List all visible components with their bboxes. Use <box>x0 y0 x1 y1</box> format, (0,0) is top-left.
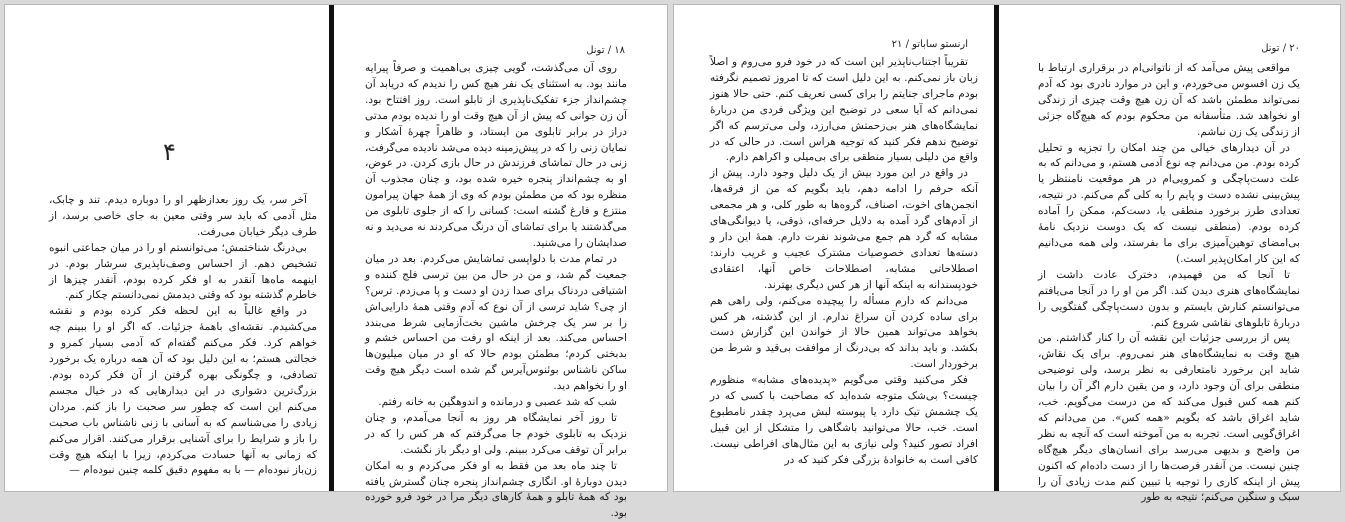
paragraph: مواقعی پیش می‌آمد که از ناتوانی‌ام در برقراری ارتباط با یک زن افسوس می‌خوردم، و این در موارد نادری بود که آدم نمی‌تواند مطمئن باشد که آن زن هیچ وقت چیزی از زندگی او نخواهد شد. متأسفانه من محکوم بودم که هیچ‌گاه جزئی از زندگی یک زن نباشم. <box>1038 62 1300 138</box>
paragraph: شب که شد عصبی و درمانده و اندوهگین به خانه رفتم. <box>378 396 617 409</box>
paragraph: بی‌درنگ شناختمش؛ می‌توانستم او را در میان جماعتی انبوه تشخیص دهم. از احساس وصف‌ناپذیری سرشار بودم. در اینهمه ماه‌ها آنقدر به او فکر کرده بودم، آنقدر چیزها از خاطرم گذشته بود که وقتی دیدمش نمی‌دانستم چکار کنم. <box>49 241 317 302</box>
chapter-number: ۴ <box>163 138 176 166</box>
right-page-text-1 <box>365 61 627 522</box>
page-header-right-2: ۲۰ / تونل <box>1261 43 1300 54</box>
paragraph: در آن دیدارهای خیالی من چند امکان را تجزیه و تحلیل کرده بودم. من می‌دانم چه نوع آدمی هستم، و می‌دانم که به علت دست‌پاچگی و کمرویی‌ام در هر موقعیت نامنتظر یا پیش‌بینی نشده دست و پایم را به کلی گم می‌کنم. در نتیجه، تعدادی طرز برخورد منطقی یا، دست‌کم، ممکن را آماده کرده بودم. (منطقی نیست که یک دوست نزدیک نامهٔ بی‌امضای توهین‌آمیزی برای ما بفرستد، ولی همه می‌دانیم که این کار امکان‌پذیر است.) <box>1038 141 1300 265</box>
page-header-right-1: ۱۸ / تونل <box>586 45 625 56</box>
book-spread-1 <box>4 4 668 520</box>
book-spine-divider <box>329 5 334 491</box>
book-spine-divider <box>994 5 999 491</box>
paragraph: تقریباً اجتناب‌ناپذیر این است که در خود فرو می‌روم و اصلاً زبان باز نمی‌کنم. به این دلیل است که تا امروز تصمیم نگرفته بودم ماجرای جنایتم را برای کسی تعریف کنم. حتی حالا هنوز نمی‌دانم که آیا سعی در توضیح این ویژگی فردی من دربارهٔ نمایشگاه‌های هنر بی‌زحمتش می‌ارزد، ولی می‌ترسم که اگر توضیح ندهم فکر کنید که توجیه هراس است. در حالی که در واقع من دلیلی بسیار منطقی برای بی‌میلی و اکراهم دارم. <box>710 56 978 164</box>
right-page-text-2 <box>1038 61 1300 506</box>
left-page-text-2 <box>710 55 978 469</box>
left-page-text-1 <box>49 193 317 479</box>
page-header-left-2: ارنستو ساباتو / ۲۱ <box>891 39 968 50</box>
paragraph: پس از بررسی جزئیات این نقشه آن را کنار گذاشتم. من هیچ وقت به نمایشگاه‌های هنر نمی‌روم. برای یک نقاش، شاید این برخورد نامتعارفی به نظر برسد، ولی توضیحی منطقی برای آن وجود دارد، و من یقین دارم اگر آن را بیان کنم همه کس قبول می‌کند که من درست می‌گویم. خب، شاید اغراق باشد که بگویم «همه کس». من می‌دانم که اغراق‌گویی است. تجربه به من آموخته است که آنچه به نظر من واضح و بدیهی می‌رسد برای انسان‌های دیگر هیچ‌گاه چنین نیست. من آنقدر فرصت‌ها را از دست داده‌ام که اکنون پیش از اینکه کاری را توجیه یا تبیین کنم مدت زیادی آن را سبک و سنگین می‌کنم؛ نتیجه به طور <box>1038 332 1300 504</box>
paragraph: می‌دانم که دارم مسأله را پیچیده می‌کنم، ولی راهی هم برای ساده کردن آن سراغ ندارم. از این گذشته، هر کس بخواهد می‌تواند همین حالا از خواندن این گزارش دست بکشد. و باید بداند که بی‌درنگ از موافقت بی‌قید و شرط من برخوردار است. <box>710 294 978 371</box>
book-spread-2 <box>673 4 1341 504</box>
paragraph: تا آنجا که من فهمیدم، دخترک عادت داشت از نمایشگاه‌های هنری دیدن کند. اگر من او را در آنجا می‌یافتم می‌توانستم کنارش بایستم و بدون دست‌پاچگی گفتگویی را دربارهٔ تابلوهای نقاشی شروع کنم. <box>1038 268 1300 329</box>
paragraph: در واقع غالباً به این لحظه فکر کرده بودم و نقشه می‌کشیدم. نقشه‌ای باهمهٔ جزئیات. که اگر او را ببینم چه خواهم کرد. فکر می‌کنم گفته‌ام که آدمی بسیار کمرو و خجالتی هستم؛ به این دلیل بود که آن همه درباره یک برخورد تصادفی، و چگونگی بهره گرفتن از آن فکر کرده بودم. بزرگ‌ترین دشواری در این دیدارهایی که در خیال مجسم می‌کنم این است که چطور سر صحبت را باز کنم. مردان زیادی را می‌شناسم که به آسانی با زنی ناشناس باب صحبت را باز و شرایط را برای آشنایی برقرار می‌کنند. اقرار می‌کنم که زمانی به آنها حسادت می‌کردم، زیرا با اینکه هیچ وقت زن‌باز نبوده‌ام — با به مفهوم دقیق کلمه چنین نبوده‌ام — <box>49 305 317 477</box>
paragraph: تا چند ماه بعد من فقط به او فکر می‌کردم و به امکان دیدن دوبارهٔ او. انگاری چشم‌انداز پنجره چنان گسترش یافته بود که همهٔ تابلو و همهٔ کارهای دیگر مرا در خود فرو خورده بود. <box>365 459 627 520</box>
paragraph: آخر سر، یک روز بعدازظهر او را دوباره دیدم. تند و چابک، مثل آدمی که باید سر وقتی معین به جای خاصی برسد، از طرف دیگر خیابان می‌رفت. <box>49 194 317 238</box>
paragraph: روی آن می‌گذشت، گویی چیزی بی‌اهمیت و صرفاً پیرایه مانند بود. به استثنای یک نفر هیچ کس را ندیدم که دریابد آن چشم‌انداز جزء تفکیک‌ناپذیری از تابلو است. روز افتتاح بود. آن زن جوانی که پیش از آن هیچ وقت او را ندیده بودم مدتی دراز در برابر تابلوی من ایستاد، و ظاهراً چهرهٔ آشکار و نمایان زنی را که در پیش‌زمینه دیده می‌شد نادیده می‌گرفت، زنی در حال تماشای فرزندش در حال بازی کردن. در عوض، او به چشم‌انداز پنجره خیره شده بود، و چنان مجذوب آن منظره بود که من مطمئن بودم که وی از همهٔ جهان پیرامون منتزع و فارغ گشته است: کسانی را که از جلوی تابلوی من می‌گذشتند یا برای تماشای آن درنگ می‌کردند نه می‌دید و نه صدایشان را می‌شنید. <box>365 62 627 249</box>
paragraph: در تمام مدت با دلواپسی تماشایش می‌کردم. بعد در میان جمعیت گم شد، و من در حال من بین ترسی فلج کننده و اشتیاقی دردناک برای صدا زدن او دست و پا می‌زدم. ترس؟ از چی؟ شاید ترسی از آن نوع که آدم وقتی همهٔ دارایی‌اش را بر سر یک چرخش ماشین بخت‌آزمایی شرط می‌بندد احساس می‌کند. بعد از اینکه او رفت من احساس خشم و بدبختی کردم؛ مطمئن بودم حالا که او در میان میلیون‌ها ساکن ناشناس بوئنوس‌آیرس گم شده است دیگر هیچ وقت او را نخواهم دید. <box>365 252 627 393</box>
paragraph: در واقع در این مورد بیش از یک دلیل وجود دارد. پیش از آنکه حرفم را ادامه دهم، باید بگویم که من از فرقه‌ها، انجمن‌های اخوت، اصناف، گروه‌ها به طور کلی، و هر مجمعی از آدم‌های گرد آمده به دلایل حرفه‌ای، ذوقی، یا دیوانگی‌های مشابه که گرد هم جمع می‌شوند نفرت دارم. همهٔ این دار و دسته‌ها تعدادی خصوصیات مشترک عجیب و غریب دارند: اصطلاحاتی مشابه، اصطلاحات خاص آنها، اعتقادی خودپسندانه به اینکه آنها از هر کس دیگری بهترند. <box>710 167 978 291</box>
paragraph: تا روز آخر نمایشگاه هر روز به آنجا می‌آمدم، و چنان نزدیک به تابلوی خودم جا می‌گرفتم که هر کس را که در برابر آن توقف می‌کرد ببینم. ولی او دیگر باز نگشت. <box>365 411 627 456</box>
paragraph: فکر می‌کنید وقتی می‌گویم «پدیده‌های مشابه» منظورم چیست؟ بی‌شک متوجه شده‌اید که مصاحبت با کسی که در یک چشمش تیک دارد یا پیوسته لبش می‌پرد چقدر نامطبوع است. خب، حالا می‌توانید باشگاهی را متشکل از این قبیل افراد تصور کنید؟ ولی نیازی به این مثال‌های افراطی نیست. کافی است به خانوادهٔ بزرگی فکر کنید که در <box>710 374 978 466</box>
